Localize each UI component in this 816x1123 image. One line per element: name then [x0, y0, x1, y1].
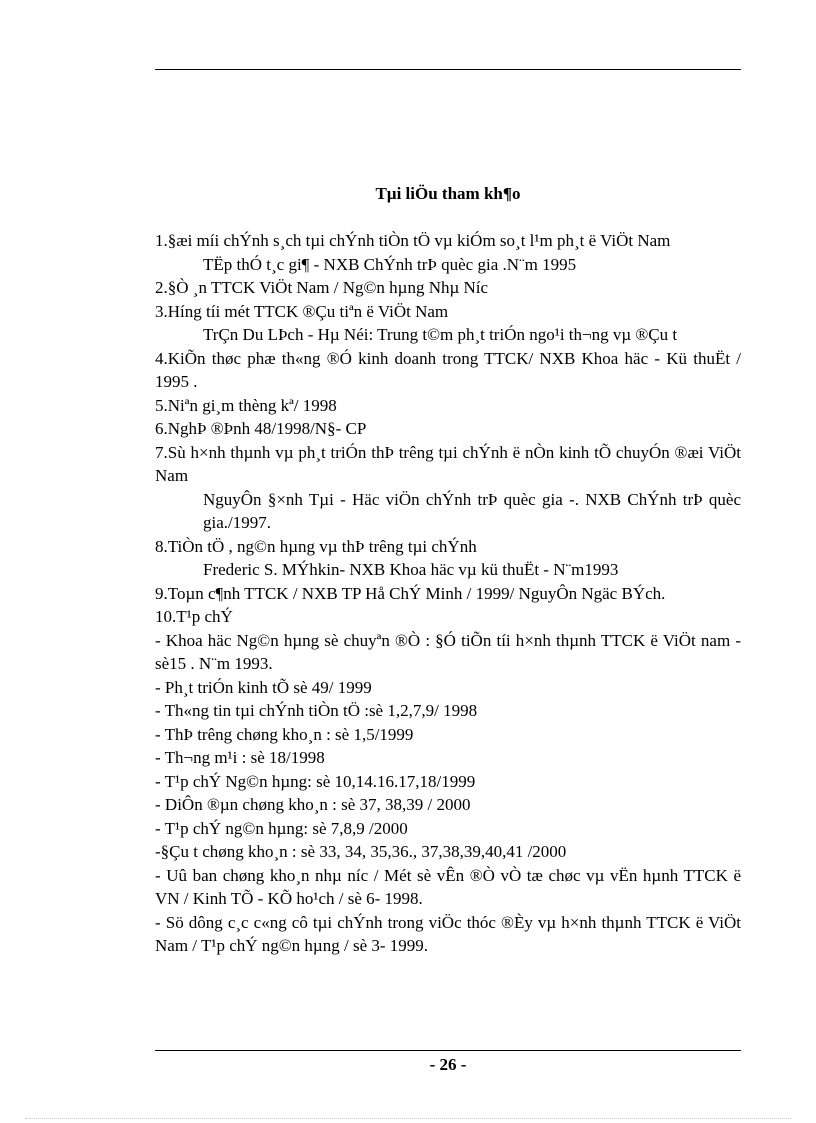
- reference-item: - T¹p chÝ ng©n hµng: sè 7,8,9 /2000: [155, 818, 408, 838]
- reference-item: - DiÔn ®µn chøng kho¸n : sè 37, 38,39 / 2000: [155, 795, 471, 814]
- reference-item: 4.KiÕn thøc phæ th«ng ®Ó kinh doanh trong TTCK/ NXB Khoa häc - Kü thuËt / 1995 .: [155, 348, 741, 391]
- page-edge-divider: [25, 1118, 791, 1119]
- reference-item: - Uû ban chøng kho¸n nhµ níc / Mét sè vÊn ®Ò vÒ tæ chøc vµ vËn hµnh TTCK ë VN / Kinh TÕ - KÕ ho¹ch / sè 6- 1998.: [155, 865, 741, 908]
- page-title: Tµi liÖu tham kh¶o: [375, 184, 521, 203]
- page-number: - 26 -: [429, 1055, 467, 1074]
- reference-item: - Ph¸t triÓn kinh tÕ sè 49/ 1999: [155, 677, 372, 697]
- reference-item: 9.Toµn c¶nh TTCK / NXB TP Hå ChÝ Minh / 1999/ NguyÔn Ngäc BÝch.: [155, 583, 666, 603]
- header-rule: [155, 69, 741, 70]
- reference-detail: TrÇn Du LÞch - Hµ Néi: Trung t©m ph¸t triÓn ngo¹i th¬ng vµ ®Çu t: [203, 325, 678, 344]
- reference-item: 2.§Ò ¸n TTCK ViÖt Nam / Ng©n hµng Nhµ Níc: [155, 278, 489, 297]
- reference-item: - Th«ng tin tµi chÝnh tiÒn tÖ :sè 1,2,7,9/ 1998: [155, 701, 478, 720]
- reference-detail: TËp thÓ t¸c gi¶ - NXB ChÝnh trÞ quèc gia .N¨m 1995: [203, 254, 577, 274]
- reference-detail: Frederic S. MÝhkin- NXB Khoa häc vµ kü thuËt - N¨m1993: [203, 560, 619, 579]
- reference-detail: NguyÔn §×nh Tµi - Häc viÖn chÝnh trÞ quèc gia -. NXB ChÝnh trÞ quèc gia./1997.: [203, 489, 741, 532]
- reference-item: - Sö dông c¸c c«ng cô tµi chÝnh trong viÖc thóc ®Èy vµ h×nh thµnh TTCK ë ViÖt Nam / T¹p chÝ ng©n hµng / sè 3- 1999.: [155, 912, 741, 955]
- reference-item: 1.§æi míi chÝnh s¸ch tµi chÝnh tiÒn tÖ vµ kiÓm so¸t l¹m ph¸t ë ViÖt Nam: [155, 231, 671, 250]
- reference-item: - Th¬ng m¹i : sè 18/1998: [155, 748, 325, 767]
- reference-item: - ThÞ trêng chøng kho¸n : sè 1,5/1999: [155, 724, 414, 744]
- footer-rule: [155, 1050, 741, 1051]
- reference-item: 3.Híng tíi mét TTCK ®Çu tiªn ë ViÖt Nam: [155, 301, 449, 321]
- reference-item: 5.Niªn gi¸m thèng kª/ 1998: [155, 395, 337, 415]
- reference-item: 8.TiÒn tÖ , ng©n hµng vµ thÞ trêng tµi chÝnh: [155, 536, 477, 556]
- reference-list: [155, 229, 741, 958]
- reference-item: 10.T¹p chÝ: [155, 607, 233, 626]
- reference-item: - Khoa häc Ng©n hµng sè chuyªn ®Ò : §Ó tiÕn tíi h×nh thµnh TTCK ë ViÖt nam - sè15 . N¨m 1993.: [155, 630, 741, 673]
- reference-item: 7.Sù h×nh thµnh vµ ph¸t triÓn thÞ trêng tµi chÝnh ë nÒn kinh tÕ chuyÓn ®æi ViÖt Nam: [155, 442, 741, 485]
- reference-item: -§Çu t chøng kho¸n : sè 33, 34, 35,36., 37,38,39,40,41 /2000: [155, 842, 567, 861]
- reference-item: 6.NghÞ ®Þnh 48/1998/N§- CP: [155, 419, 367, 438]
- reference-item: - T¹p chÝ Ng©n hµng: sè 10,14.16.17,18/1999: [155, 771, 476, 791]
